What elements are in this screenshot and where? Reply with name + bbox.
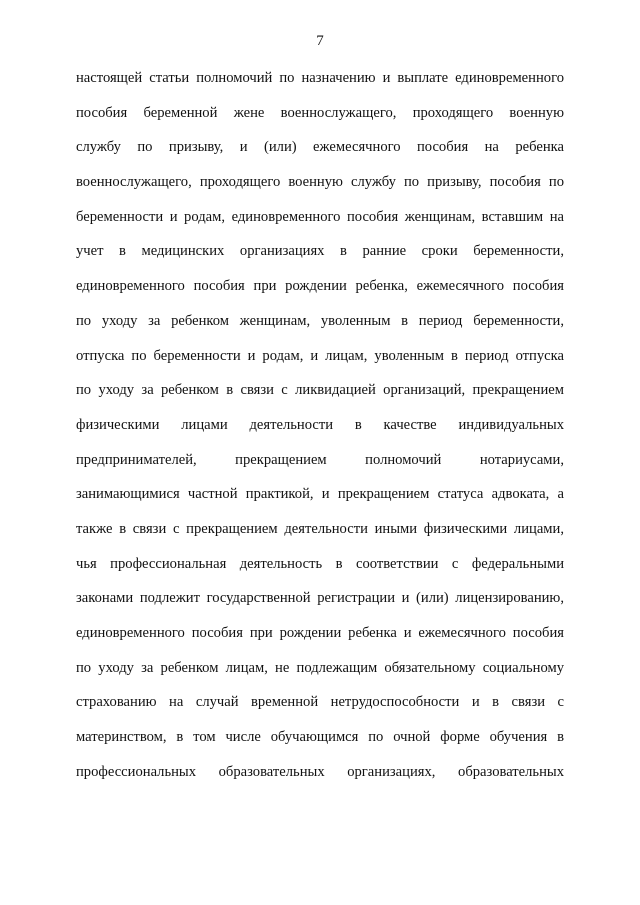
text-line: профессиональных образовательных организациях, образовательных: [76, 763, 564, 780]
text-line: предпринимателей, прекращением полномочий нотариусами,: [76, 451, 564, 468]
text-line: пособия беременной жене военнослужащего, проходящего военную: [76, 104, 564, 121]
text-line: отпуска по беременности и родам, и лицам, уволенным в период отпуска: [76, 347, 564, 364]
text-line: настоящей статьи полномочий по назначению и выплате единовременного: [76, 70, 564, 86]
text-line: материнством, в том числе обучающимся по очной форме обучения в: [76, 729, 564, 746]
text-line: законами подлежит государственной регистрации и (или) лицензированию,: [76, 590, 564, 607]
document-body: [76, 68, 564, 796]
text-line: по уходу за ребенком женщинам, уволенным в период беременности,: [76, 312, 564, 329]
text-line: чья профессиональная деятельность в соответствии с федеральными: [76, 555, 564, 572]
text-line: занимающимися частной практикой, и прекращением статуса адвоката, а: [76, 486, 564, 503]
text-line: по уходу за ребенком лицам, не подлежащим обязательному социальному: [76, 659, 564, 676]
text-line: страхованию на случай временной нетрудоспособности и в связи с: [76, 694, 564, 711]
text-line: единовременного пособия при рождении ребенка, ежемесячного пособия: [76, 278, 564, 295]
text-line: беременности и родам, единовременного пособия женщинам, вставшим на: [76, 208, 564, 225]
page-number: 7: [316, 33, 324, 49]
text-line: военнослужащего, проходящего военную службу по призыву, пособия по: [76, 174, 564, 191]
text-line: службу по призыву, и (или) ежемесячного пособия на ребенка: [76, 139, 564, 156]
text-line: единовременного пособия при рождении ребенка и ежемесячного пособия: [76, 625, 564, 641]
text-line: также в связи с прекращением деятельности иными физическими лицами,: [76, 520, 564, 537]
text-line: по уходу за ребенком в связи с ликвидацией организаций, прекращением: [76, 382, 564, 399]
text-line: учет в медицинских организациях в ранние сроки беременности,: [76, 243, 564, 260]
text-line: физическими лицами деятельности в качестве индивидуальных: [76, 416, 564, 433]
